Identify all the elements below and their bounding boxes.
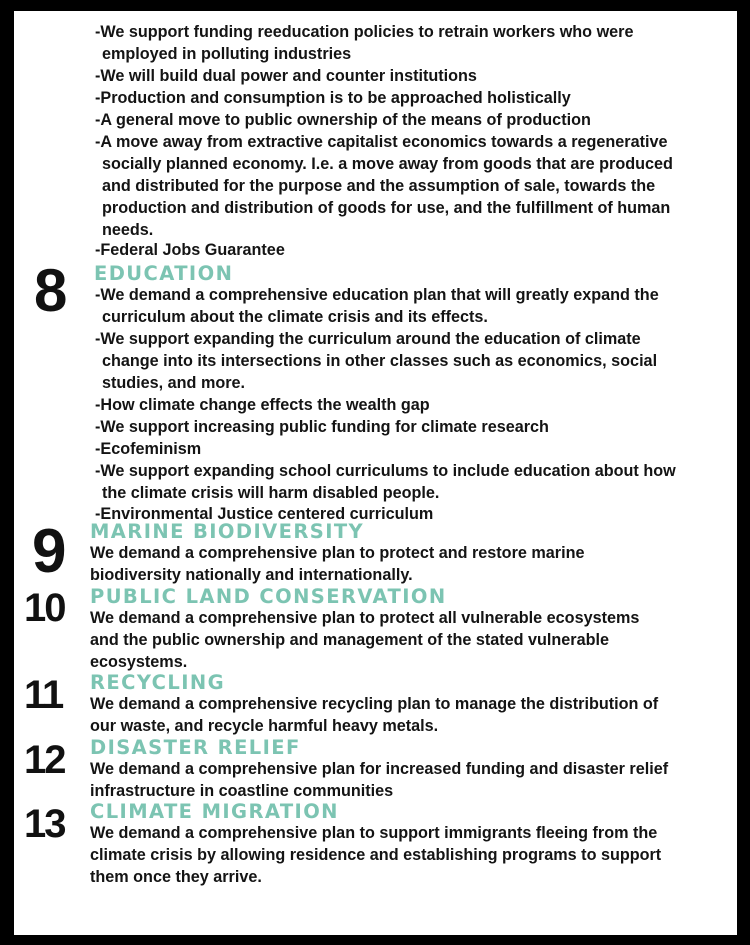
intro-line: -Production and consumption is to be approached holistically bbox=[95, 89, 571, 107]
intro-line: -We support funding reeducation policies to retrain workers who were bbox=[95, 23, 634, 41]
platform-list bbox=[14, 11, 737, 935]
section-line: ecosystems. bbox=[90, 653, 188, 671]
section-line: -How climate change effects the wealth gap bbox=[95, 396, 430, 414]
section-line: -We support increasing public funding for climate research bbox=[95, 418, 549, 436]
section-line: We demand a comprehensive plan to protect all vulnerable ecosystems bbox=[90, 609, 640, 627]
intro-line: -A general move to public ownership of the means of production bbox=[95, 111, 591, 129]
section-line: -Ecofeminism bbox=[95, 440, 202, 458]
intro-line: -A move away from extractive capitalist economics towards a regenerative bbox=[95, 133, 668, 151]
section-line: change into its intersections in other classes such as economics, social bbox=[102, 352, 658, 370]
section-line: our waste, and recycle harmful heavy metals. bbox=[90, 717, 439, 735]
section-line: We demand a comprehensive plan for increased funding and disaster relief bbox=[90, 760, 669, 778]
section-line: curriculum about the climate crisis and its effects. bbox=[102, 308, 488, 326]
section-line: -Environmental Justice centered curriculum bbox=[95, 505, 434, 523]
intro-line: socially planned economy. I.e. a move away from goods that are produced bbox=[102, 155, 673, 173]
section-line: climate crisis by allowing residence and establishing programs to support bbox=[90, 846, 662, 864]
intro-line: -Federal Jobs Guarantee bbox=[95, 241, 285, 259]
intro-line: employed in polluting industries bbox=[102, 45, 352, 63]
section-title: DISASTER RELIEF bbox=[90, 736, 301, 759]
section-line: and the public ownership and management of the stated vulnerable bbox=[90, 631, 609, 649]
section-line: the climate crisis will harm disabled people. bbox=[102, 484, 440, 502]
section-line: We demand a comprehensive recycling plan to manage the distribution of bbox=[90, 695, 659, 713]
section-title: PUBLIC LAND CONSERVATION bbox=[90, 585, 447, 608]
section-line: -We support expanding the curriculum around the education of climate bbox=[95, 330, 641, 348]
section-line: -We demand a comprehensive education plan that will greatly expand the bbox=[95, 286, 659, 304]
section-line: We demand a comprehensive plan to support immigrants fleeing from the bbox=[90, 824, 658, 842]
section-line: studies, and more. bbox=[102, 374, 246, 392]
section-title: CLIMATE MIGRATION bbox=[90, 800, 339, 823]
section-title: RECYCLING bbox=[90, 671, 225, 694]
section-number: 13 bbox=[24, 802, 65, 846]
intro-line: -We will build dual power and counter institutions bbox=[95, 67, 477, 85]
intro-line: needs. bbox=[102, 221, 154, 239]
section-number: 12 bbox=[24, 738, 65, 782]
section-title: EDUCATION bbox=[94, 262, 234, 285]
intro-line: and distributed for the purpose and the assumption of sale, towards the bbox=[102, 177, 656, 195]
section-line: -We support expanding school curriculums to include education about how bbox=[95, 462, 676, 480]
section-title: MARINE BIODIVERSITY bbox=[90, 520, 365, 543]
section-number: 11 bbox=[24, 673, 63, 717]
section-line: We demand a comprehensive plan to protect and restore marine bbox=[90, 544, 585, 562]
section-line: them once they arrive. bbox=[90, 868, 262, 886]
section-line: infrastructure in coastline communities bbox=[90, 782, 394, 800]
intro-line: production and distribution of goods for use, and the fulfillment of human bbox=[102, 199, 671, 217]
document-page bbox=[14, 11, 737, 935]
section-line: biodiversity nationally and internationally. bbox=[90, 566, 413, 584]
section-number: 10 bbox=[24, 586, 65, 630]
section-number: 8 bbox=[34, 257, 66, 324]
section-number: 9 bbox=[32, 517, 65, 586]
